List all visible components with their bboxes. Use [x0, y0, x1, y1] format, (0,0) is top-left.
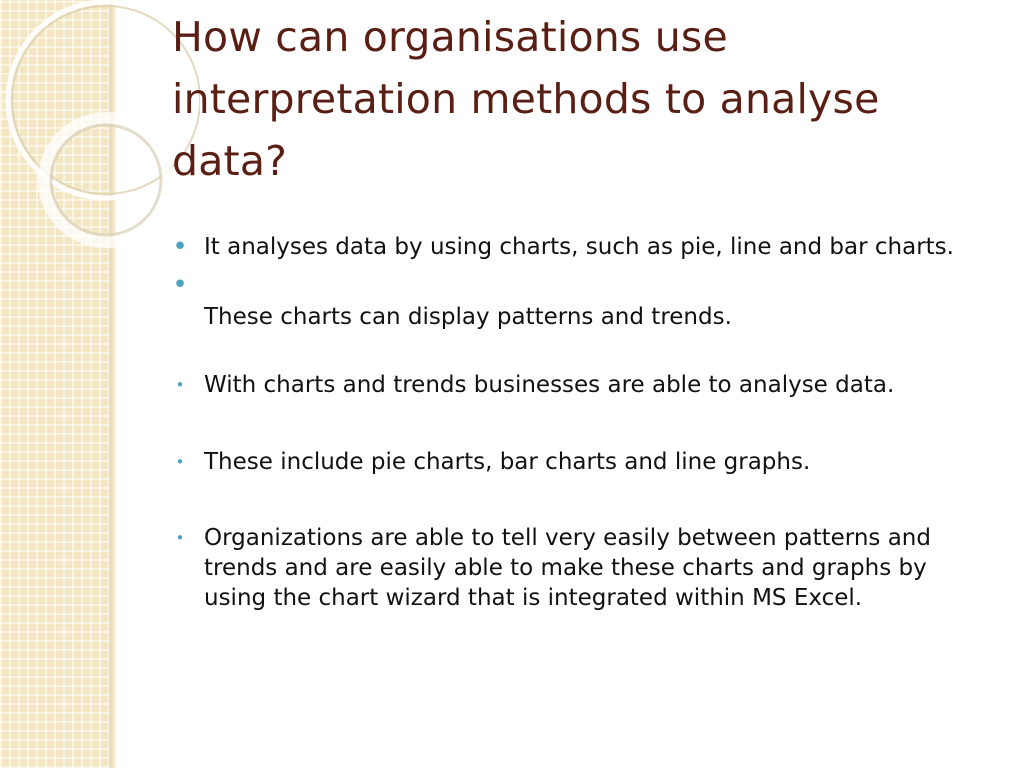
bullet-text: These charts can display patterns and trends.: [204, 304, 732, 330]
bullet-list: [170, 232, 980, 613]
bullet-text: It analyses data by using charts, such as pie, line and bar charts.: [204, 234, 954, 260]
bullet-text: With charts and trends businesses are able to analyse data.: [204, 372, 895, 398]
bullet-dot-icon: •: [172, 270, 188, 300]
small-ring: [44, 118, 168, 242]
bullet-text: Organizations are able to tell very easily between patterns and trends and are easily able to make these charts and graphs by using the chart wizard that is integrated within MS Excel.: [204, 525, 931, 611]
slide-title: How can organisations use interpretation methods to analyse data?: [172, 13, 880, 185]
list-item: [170, 370, 980, 400]
bullet-dot-icon: •: [175, 453, 185, 471]
small-ring-shade: [51, 125, 161, 235]
decorative-rings: [0, 0, 200, 260]
list-item: [170, 232, 980, 262]
bullet-dot-icon: •: [175, 376, 185, 394]
empty-line: [204, 270, 980, 302]
list-item: [170, 523, 980, 613]
list-item: [170, 447, 980, 477]
bullet-dot-icon: •: [175, 529, 185, 547]
list-item: [170, 270, 980, 332]
bullet-dot-icon: •: [172, 232, 188, 262]
bullet-text: These include pie charts, bar charts and line graphs.: [204, 449, 811, 475]
